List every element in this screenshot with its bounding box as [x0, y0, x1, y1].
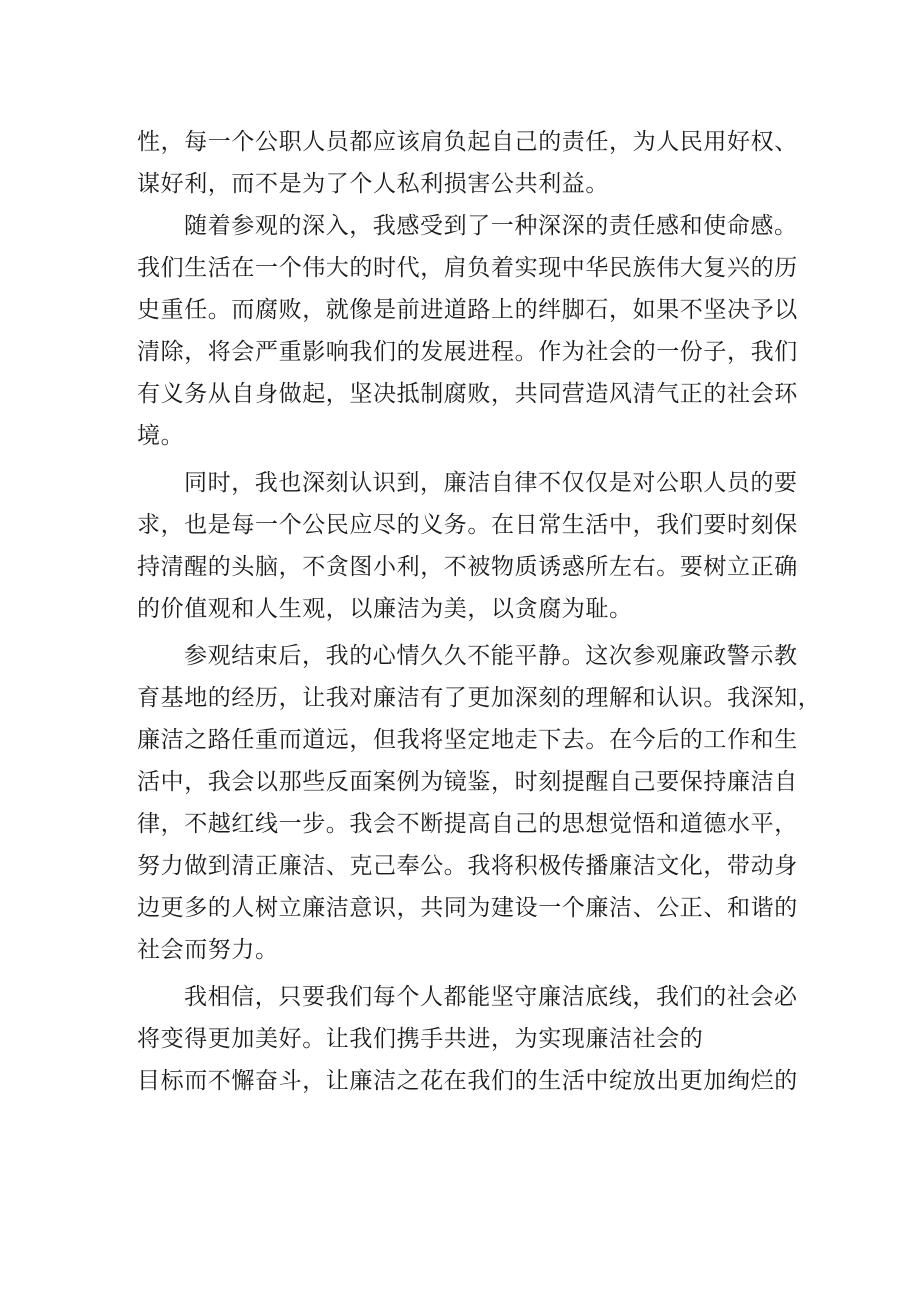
text-line: 的价值观和人生观，以廉洁为美，以贪腐为耻。 — [137, 596, 633, 622]
paragraph-first-line: 随着参观的深入，我感受到了一种深深的责任感和使命感。 — [184, 213, 798, 239]
text-line: 社会而努力。 — [137, 937, 279, 963]
text-line: 境。 — [137, 423, 185, 449]
text-line: 目标而不懈奋斗，让廉洁之花在我们的生活中绽放出更加绚烂的 — [137, 1068, 798, 1094]
text-line: 活中，我会以那些反面案例为镜鉴，时刻提醒自己要保持廉洁自 — [137, 769, 798, 795]
paragraph-first-line: 我相信，只要我们每个人都能坚守廉洁底线，我们的社会必 — [184, 984, 798, 1010]
text-line: 廉洁之路任重而道远，但我将坚定地走下去。在今后的工作和生 — [137, 727, 798, 753]
text-line: 律，不越红线一步。我会不断提高自己的思想觉悟和道德水平， — [137, 811, 798, 837]
text-line: 求，也是每一个公民应尽的义务。在日常生活中，我们要时刻保 — [137, 512, 798, 538]
text-line: 我们生活在一个伟大的时代，肩负着实现中华民族伟大复兴的历 — [137, 255, 798, 281]
text-line: 史重任。而腐败，就像是前进道路上的绊脚石，如果不坚决予以 — [137, 297, 798, 323]
text-line: 清除，将会严重影响我们的发展进程。作为社会的一份子，我们 — [137, 339, 798, 365]
text-line: 谋好利，而不是为了个人私利损害公共利益。 — [137, 171, 609, 197]
paragraph-first-line: 同时，我也深刻认识到，廉洁自律不仅仅是对公职人员的要 — [184, 470, 798, 496]
text-line: 将变得更加美好。让我们携手共进，为实现廉洁社会的 — [137, 1026, 704, 1052]
text-line: 性，每一个公职人员都应该肩负起自己的责任，为人民用好权、 — [137, 129, 798, 155]
text-line: 边更多的人树立廉洁意识，共同为建设一个廉洁、公正、和谐的 — [137, 895, 798, 921]
text-line: 持清醒的头脑，不贪图小利，不被物质诱惑所左右。要树立正确 — [137, 554, 798, 580]
text-line: 努力做到清正廉洁、克己奉公。我将积极传播廉洁文化，带动身 — [137, 853, 798, 879]
paragraph-first-line: 参观结束后，我的心情久久不能平静。这次参观廉政警示教 — [184, 643, 798, 669]
text-line: 育基地的经历，让我对廉洁有了更加深刻的理解和认识。我深知， — [137, 685, 822, 711]
text-line: 有义务从自身做起，坚决抵制腐败，共同营造风清气正的社会环 — [137, 381, 798, 407]
